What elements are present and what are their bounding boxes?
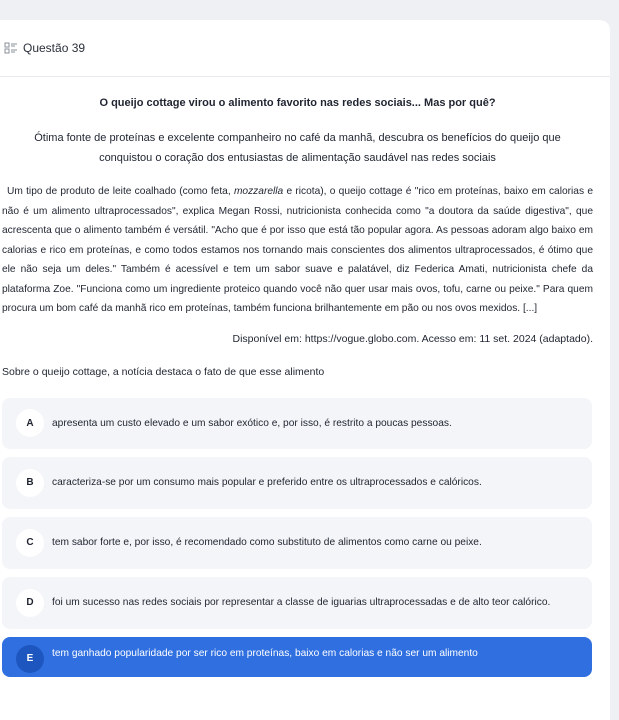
option-text: apresenta um custo elevado e um sabor exótico e, por isso, é restrito a poucas pessoas. bbox=[52, 417, 452, 429]
option-text: foi um sucesso nas redes sociais por representar a classe de iguarias ultraprocessadas e de alto teor calórico. bbox=[52, 597, 551, 608]
article-body bbox=[2, 182, 593, 319]
option-letter: D bbox=[16, 589, 44, 617]
option-d[interactable] bbox=[2, 577, 592, 629]
question-content bbox=[0, 97, 610, 677]
option-letter: B bbox=[16, 469, 44, 497]
option-text: caracteriza-se por um consumo mais popular e preferido entre os ultraprocessados e calóricos. bbox=[52, 477, 482, 488]
option-b[interactable] bbox=[2, 457, 592, 509]
option-letter: C bbox=[16, 529, 44, 557]
option-c[interactable] bbox=[2, 517, 592, 569]
article-subhead: Ótima fonte de proteínas e excelente companheiro no café da manhã, descubra os benefícios do queijo que conquistou o coração dos entusiastas de alimentação saudável nas redes sociais bbox=[34, 132, 561, 164]
option-text: tem ganhado popularidade por ser rico em proteínas, baixo em calorias e não ser um alimento bbox=[52, 647, 478, 659]
option-letter: E bbox=[16, 645, 44, 673]
article-body-part1: Um tipo de produto de leite coalhado (como feta, bbox=[7, 186, 234, 197]
option-e[interactable] bbox=[2, 637, 592, 677]
question-card bbox=[0, 20, 610, 720]
question-header bbox=[0, 20, 610, 77]
question-prompt: Sobre o queijo cottage, a notícia destaca o fato de que esse alimento bbox=[2, 365, 325, 378]
option-a[interactable] bbox=[2, 398, 592, 449]
article-source: Disponível em: https://vogue.globo.com. Acesso em: 11 set. 2024 (adaptado). bbox=[232, 332, 593, 345]
article-body-italic: mozzarella bbox=[233, 186, 284, 197]
article-headline: O queijo cottage virou o alimento favorito nas redes sociais... Mas por quê? bbox=[99, 97, 496, 109]
option-letter: A bbox=[16, 409, 44, 437]
list-icon bbox=[4, 41, 18, 55]
option-text: tem sabor forte e, por isso, é recomendado como substituto de alimentos como carne ou peixe. bbox=[52, 537, 482, 548]
article-body-part2: e ricota), o queijo cottage é "rico em proteínas, baixo em calorias e não é um alimento ultraprocessados", explica Megan Rossi, nutricionista conhecida como "a doutora da saúde digestiva", que acrescenta que o alimento também é versátil. "Acho que é por isso que está tão popular agora. As pessoas adoram algo baixo em calorias e rico em proteínas, e como todos estamos nos tornando mais conscientes dos alimentos ultraprocessados, é ótimo que ele não seja um deles." Também é acessível e tem um sabor suave e palatável, diz Federica Amati, nutricionista chefe da plataforma Zoe. "Funciona como um ingrediente proteico quando você não quer usar mais ovos, tofu, carne ou peixe." Para quem procura um bom café da manhã rico em proteínas, também funciona brilhantemente em pão ou nos ovos mexidos. [...] bbox=[2, 186, 593, 314]
answer-options bbox=[2, 398, 593, 677]
question-title: Questão 39 bbox=[23, 41, 86, 55]
